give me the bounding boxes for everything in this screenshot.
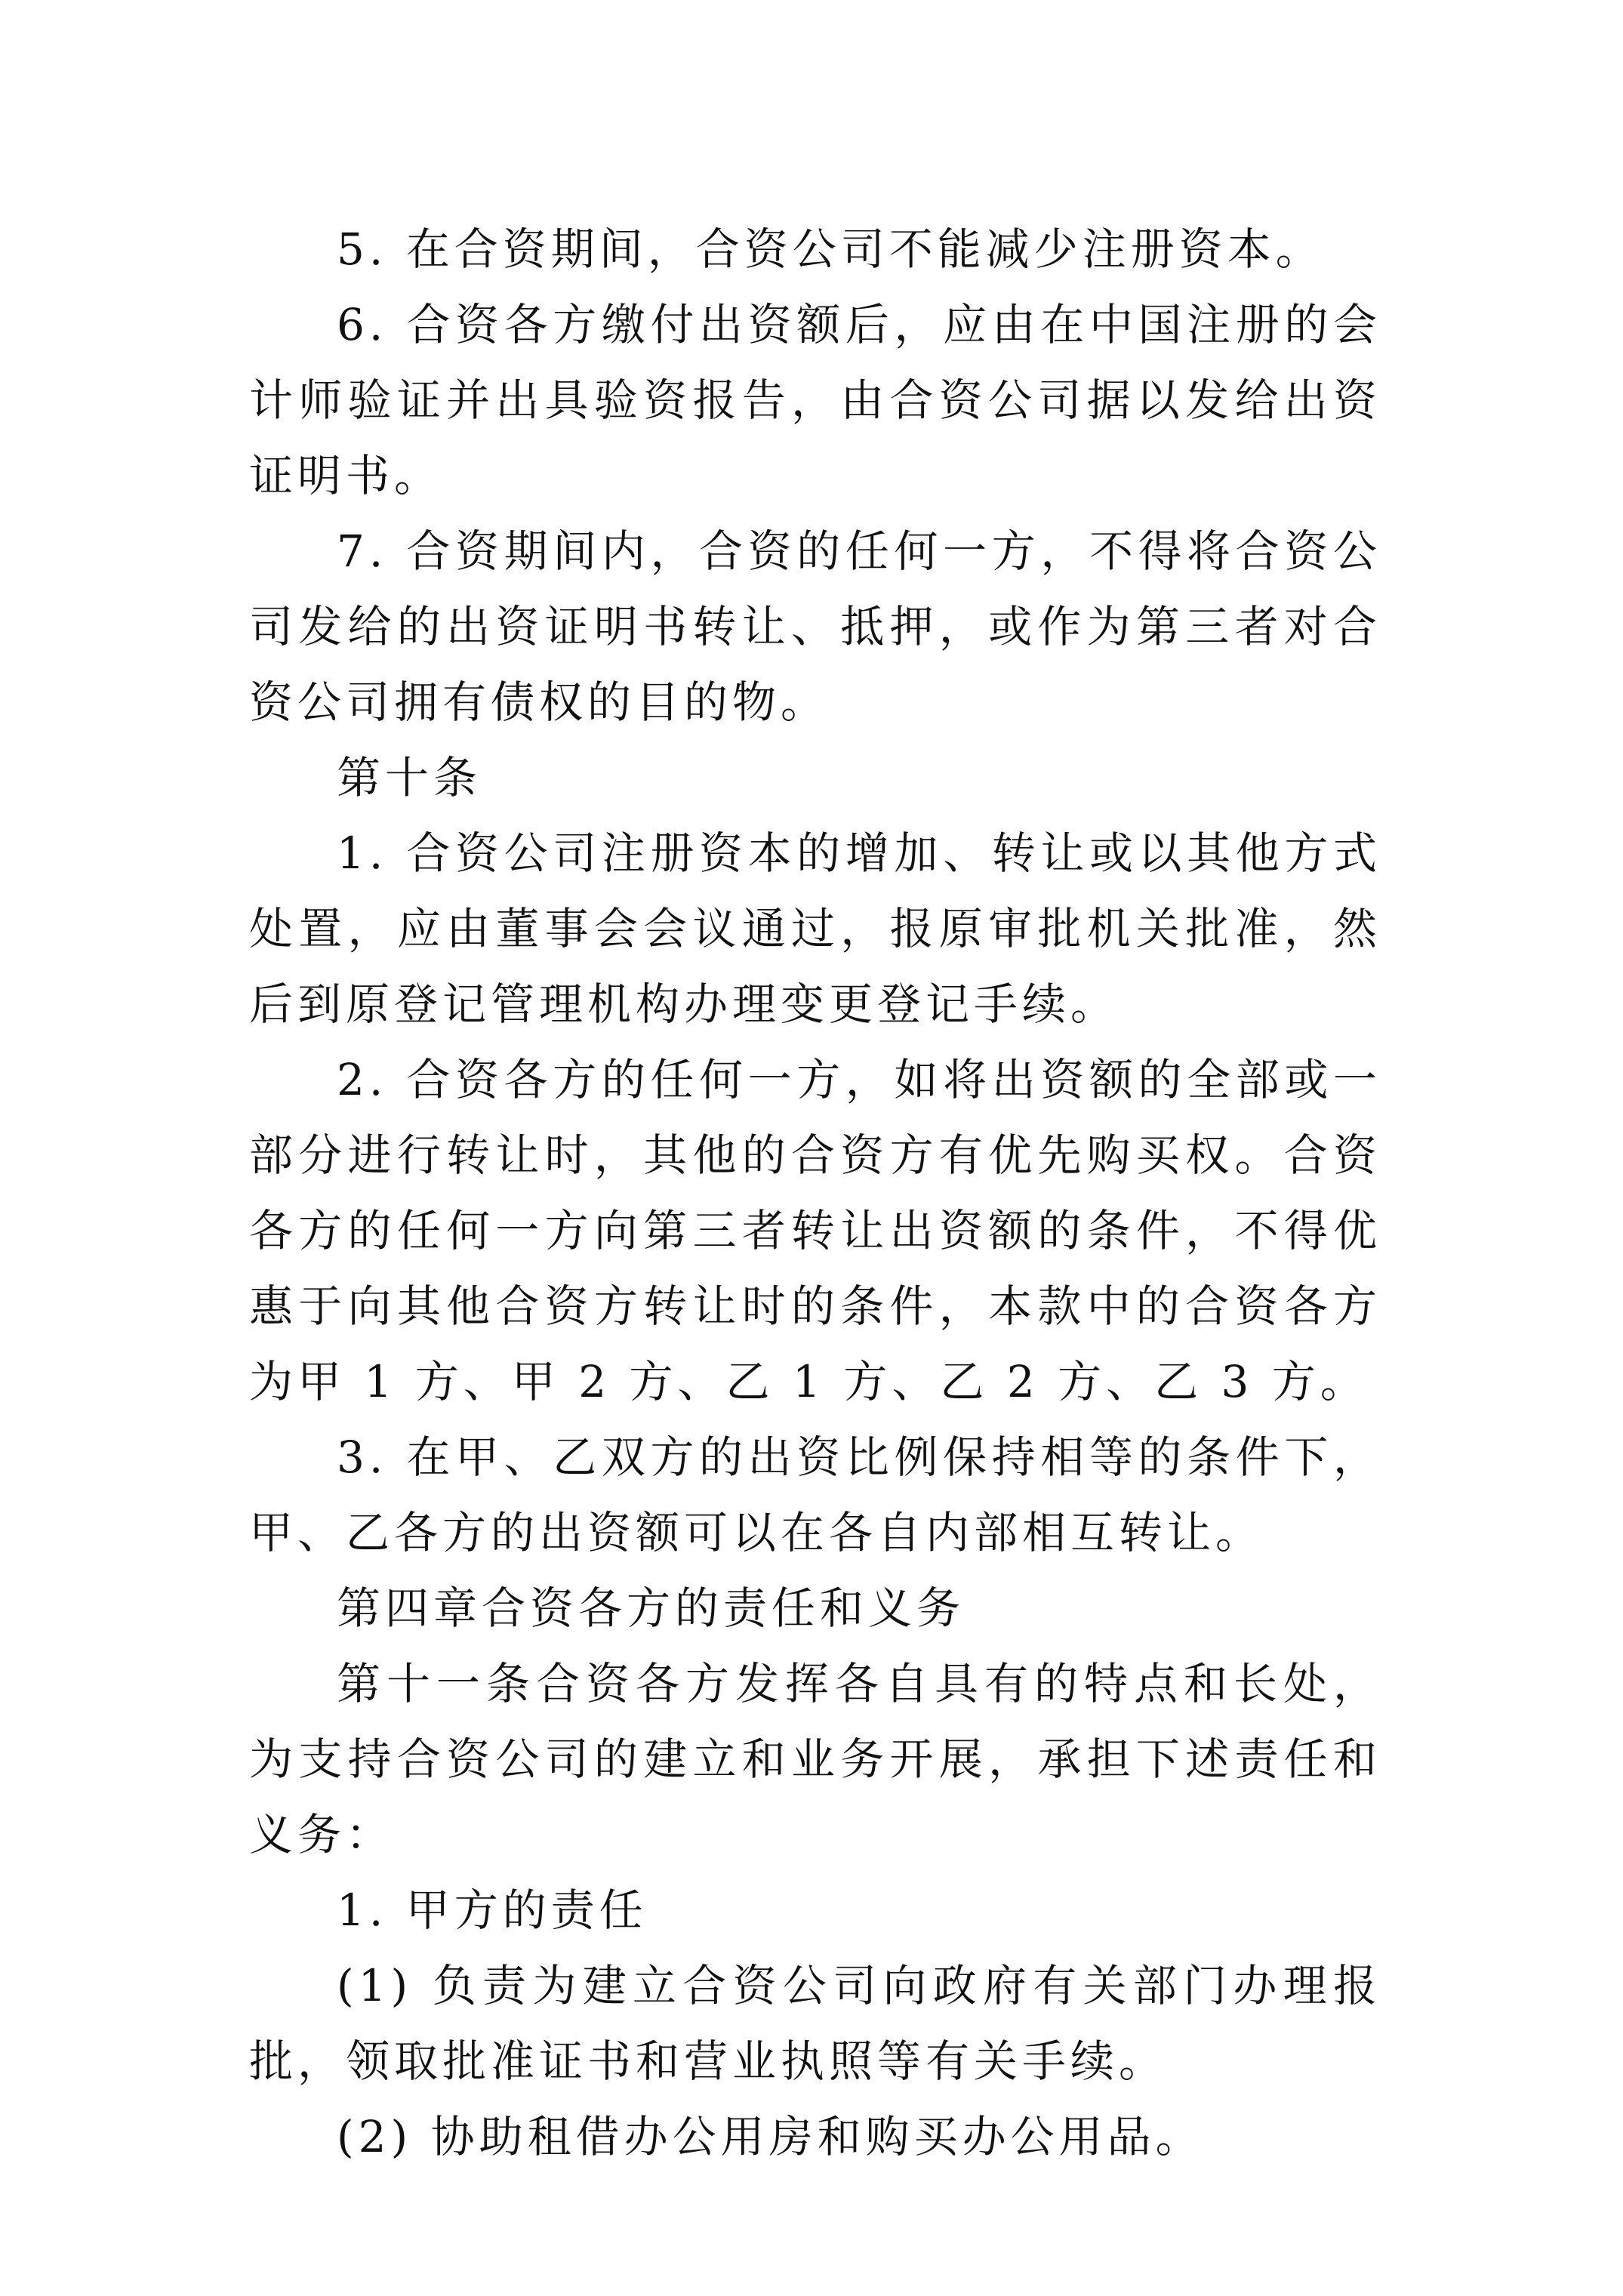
party-a-duty-2: (2) 协助租借办公用房和购买办公用品。 [337,2111,1204,2162]
paragraph-article-10-item-3: 3. 在甲、乙双方的出资比例保持相等的条件下，甲、乙各方的出资额可以在各自内部相互转让。 [249,1432,1381,1558]
paragraph-article-9-item-7: 7. 合资期间内，合资的任何一方，不得将合资公司发给的出资证明书转让、抵押，或作为第三者对合资公司拥有债权的目的物。 [249,525,1381,728]
paragraph-article-9-item-5: 5. 在合资期间，合资公司不能减少注册资本。 [337,223,1324,275]
chapter-4-heading: 第四章合资各方的责任和义务 [337,1583,965,1634]
paragraph-article-10-item-2: 2. 合资各方的任何一方，如将出资额的全部或一部分进行转让时，其他的合资方有优先购买权。合资各方的任何一方向第三者转让出资额的条件，不得优惠于向其他合资方转让时的条件，本款中的合资各方为甲 1 方、甲 2 方、乙 1 方、乙 2 方、乙 3 方。 [249,1054,1381,1407]
party-a-duties-heading: 1. 甲方的责任 [337,1885,648,1936]
paragraph-article-9-item-6: 6. 合资各方缴付出资额后，应由在中国注册的会计师验证并出具验资报告，由合资公司据以发给出资证明书。 [249,299,1381,501]
article-11-paragraph: 第十一条合资各方发挥各自具有的特点和长处，为支持合资公司的建立和业务开展，承担下述责任和义务： [249,1658,1381,1860]
paragraph-article-10-item-1: 1. 合资公司注册资本的增加、转让或以其他方式处置，应由董事会会议通过，报原审批机关批准，然后到原登记管理机构办理变更登记手续。 [249,827,1381,1030]
party-a-duty-1: (1) 负责为建立合资公司向政府有关部门办理报批，领取批准证书和营业执照等有关手续。 [249,1960,1381,2087]
document-page [249,211,1381,2174]
article-10-heading: 第十条 [337,752,482,803]
